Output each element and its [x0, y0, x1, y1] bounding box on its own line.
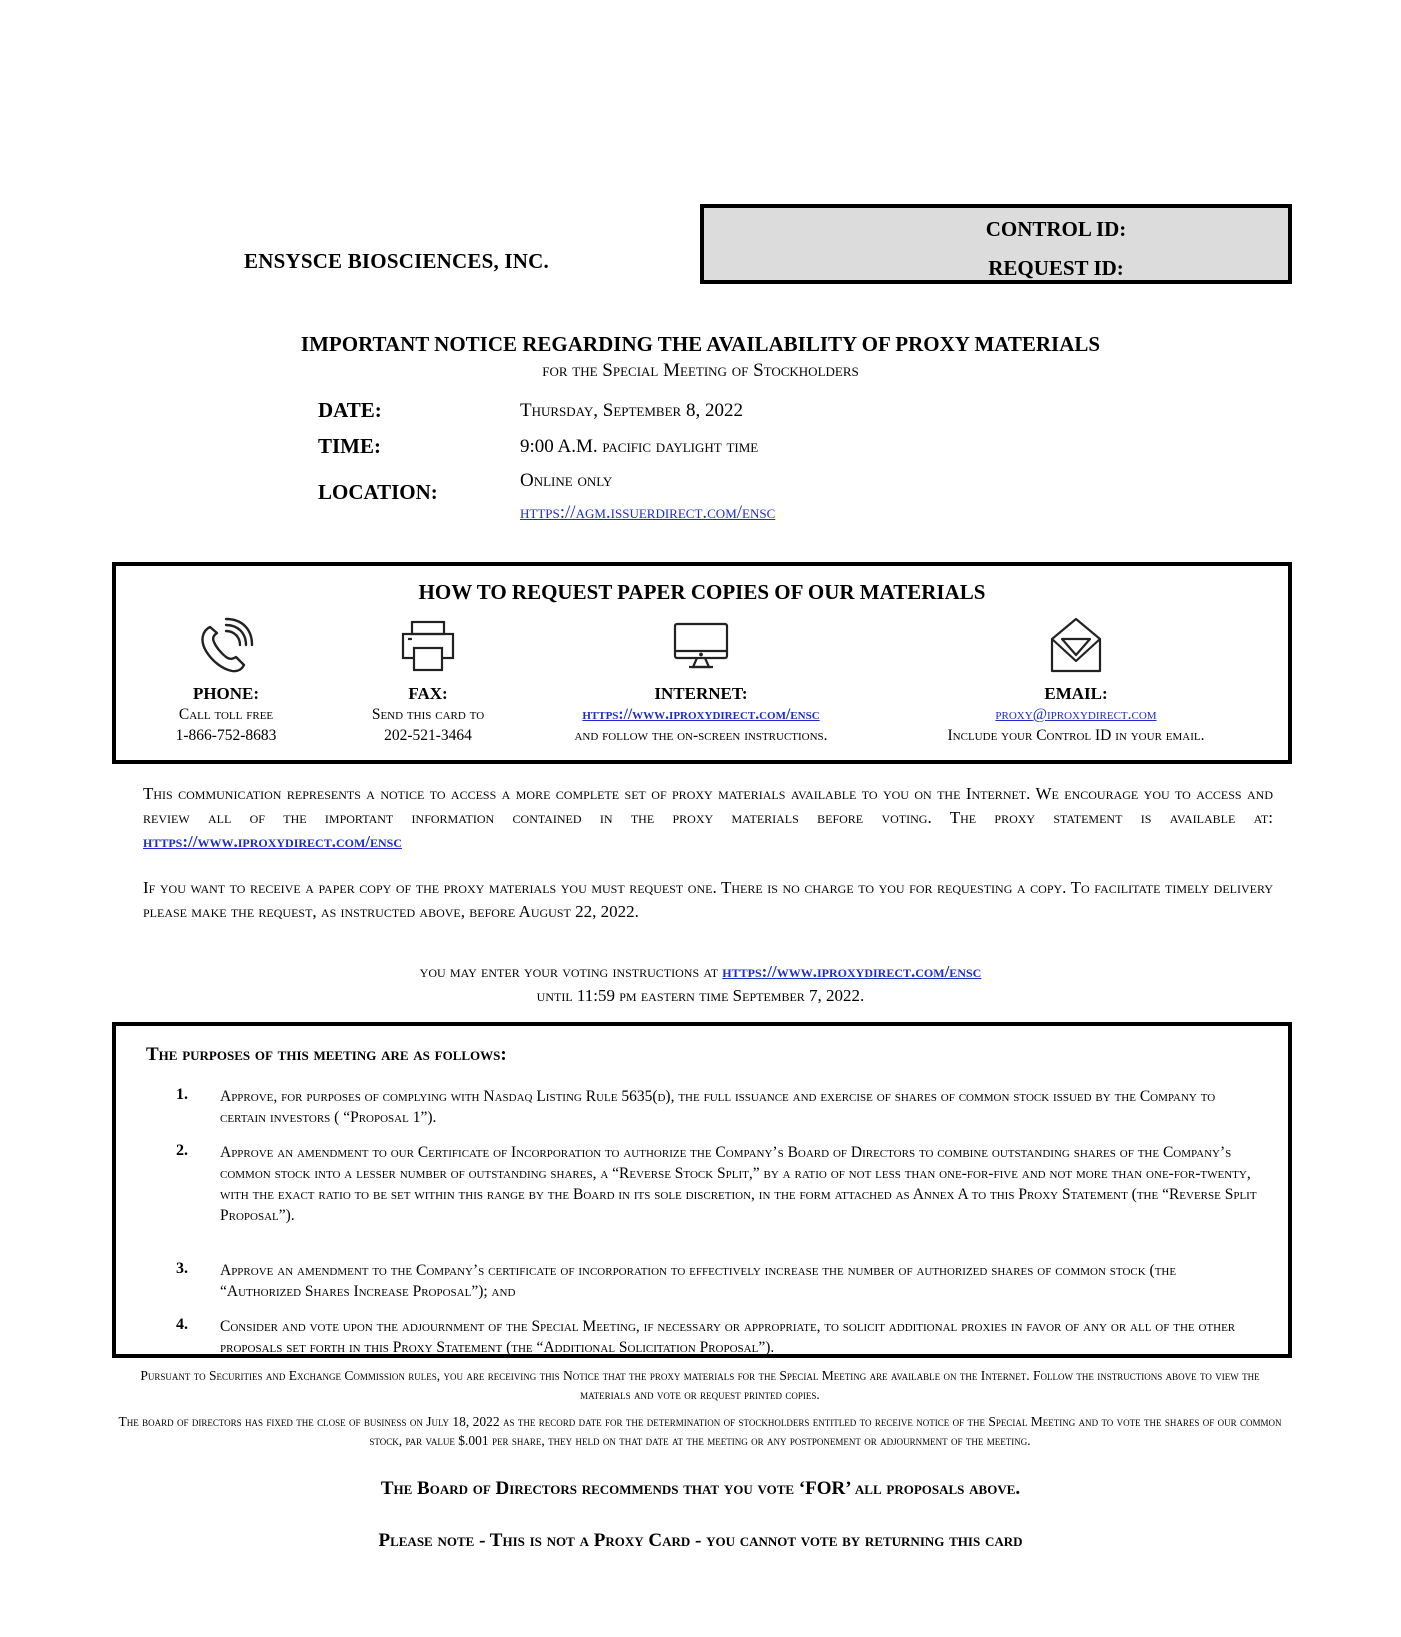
method-fax — [338, 616, 518, 746]
phone-heading: PHONE: — [192, 684, 260, 703]
proposal-text: Approve an amendment to our Certificate of Incorporation to authorize the Company’s Board of Directors to combine outstanding shares of the Company’s common stock into a lesser number of outstanding shares, a “Reverse Stock Split,” by a ratio of not less than one-for-five and not more than one-for-twenty, with the exact ratio to be set within this range by the Board in its sole discretion, in the form attached as Annex A to this Proxy Statement (the “Reverse Split Proposal”). — [220, 1144, 1257, 1224]
not-proxy-card-notice: Please note - This is not a Proxy Card - you cannot vote by returning this card — [378, 1530, 1023, 1551]
internet-heading: INTERNET: — [654, 684, 748, 703]
time-label: TIME: — [318, 434, 381, 458]
voting-link[interactable]: https://www.iproxydirect.com/ensc — [722, 962, 982, 981]
board-recommendation: The Board of Directors recommends that you vote ‘FOR’ all proposals above. — [380, 1478, 1021, 1499]
date-label: DATE: — [318, 398, 382, 422]
control-id-label: CONTROL ID: — [985, 217, 1127, 241]
purposes-title: The purposes of this meeting are as follows: — [146, 1044, 507, 1065]
email-instructions: Include your Control ID in your email. — [947, 727, 1205, 744]
sec-notice: Pursuant to Securities and Exchange Commission rules, you are receiving this Notice that the proxy materials for the Special Meeting are available on the Internet. Follow the instructions above to view the materials and vote or request printed copies. — [140, 1368, 1260, 1402]
fax-number: 202-521-3464 — [384, 727, 472, 744]
monitor-icon — [531, 616, 871, 676]
proposal-text: Consider and vote upon the adjournment of the Special Meeting, if necessary or appropriate, to solicit additional proxies in favor of any or all of the other proposals set forth in this Proxy Statement (the “Additional Solicitation Proposal”). — [220, 1318, 1236, 1356]
notice-subtitle: for the Special Meeting of Stockholders — [542, 360, 859, 381]
method-internet — [531, 616, 871, 746]
voting-instructions-text: you may enter your voting instructions at — [419, 962, 723, 981]
company-name: ENSYSCE BIOSCIENCES, INC. — [244, 249, 549, 273]
fax-line1: Send this card to — [371, 706, 485, 723]
proposal-number: 1. — [176, 1086, 188, 1103]
request-copies-title: HOW TO REQUEST PAPER COPIES OF OUR MATERIALS — [418, 580, 986, 604]
paper-copy-paragraph: If you want to receive a paper copy of the proxy materials you must request one. There is no charge to you for requesting a copy. To facilitate timely delivery please make the request, as instructed above, before August 22, 2022. — [143, 878, 1273, 921]
proposal-text: Approve, for purposes of complying with Nasdaq Listing Rule 5635(d), the full issuance and exercise of shares of common stock issued by the Company to certain investors ( “Proposal 1”). — [220, 1088, 1216, 1126]
location-value: Online only — [520, 470, 613, 491]
email-heading: EMAIL: — [1044, 684, 1108, 703]
notice-title: IMPORTANT NOTICE REGARDING THE AVAILABILITY OF PROXY MATERIALS — [300, 332, 1101, 356]
control-id-box — [700, 204, 1292, 284]
location-label: LOCATION: — [318, 480, 438, 504]
record-date-notice: The board of directors has fixed the close of business on July 18, 2022 as the record date for the determination of stockholders entitled to receive notice of the Special Meeting and to vote the shares of our common stock, par value $.001 per share, they held on that date at the meeting or any postponement or adjournment of the meeting. — [118, 1414, 1282, 1448]
method-phone — [136, 616, 316, 746]
location-link[interactable]: https://agm.issuerdirect.com/ensc — [520, 502, 776, 523]
email-link[interactable]: proxy@iproxydirect.com — [995, 706, 1157, 723]
proposal-number: 3. — [176, 1260, 188, 1277]
fax-heading: FAX: — [408, 684, 448, 703]
request-copies-box — [112, 562, 1292, 764]
envelope-icon — [886, 616, 1266, 676]
proxy-statement-link[interactable]: https://www.iproxydirect.com/ensc — [143, 832, 403, 851]
internet-link[interactable]: https://www.iproxydirect.com/ensc — [582, 706, 820, 723]
date-value: Thursday, September 8, 2022 — [520, 400, 743, 421]
purposes-box — [112, 1022, 1292, 1358]
request-id-label: REQUEST ID: — [988, 256, 1124, 280]
phone-number: 1-866-752-8683 — [175, 727, 277, 744]
internet-instructions: and follow the on-screen instructions. — [574, 727, 828, 744]
proposal-text: Approve an amendment to the Company’s certificate of incorporation to effectively increase the number of authorized shares of common stock (the “Authorized Shares Increase Proposal”); and — [220, 1262, 1177, 1300]
access-notice-text: This communication represents a notice to access a more complete set of proxy materials available to you on the Internet. We encourage you to access and review all of the important information contained in the proxy materials before voting. The proxy statement is available at: — [143, 784, 1273, 827]
time-value: 9:00 A.M. pacific daylight time — [520, 436, 759, 457]
proposal-number: 4. — [176, 1316, 188, 1333]
phone-icon — [136, 616, 316, 676]
voting-instructions — [0, 960, 1401, 1008]
proposal-number: 2. — [176, 1142, 188, 1159]
voting-deadline: until 11:59 pm eastern time September 7, 2022. — [536, 986, 865, 1005]
access-notice-paragraph — [143, 782, 1273, 854]
printer-icon — [338, 616, 518, 676]
method-email — [886, 616, 1266, 746]
phone-line1: Call toll free — [178, 706, 274, 723]
